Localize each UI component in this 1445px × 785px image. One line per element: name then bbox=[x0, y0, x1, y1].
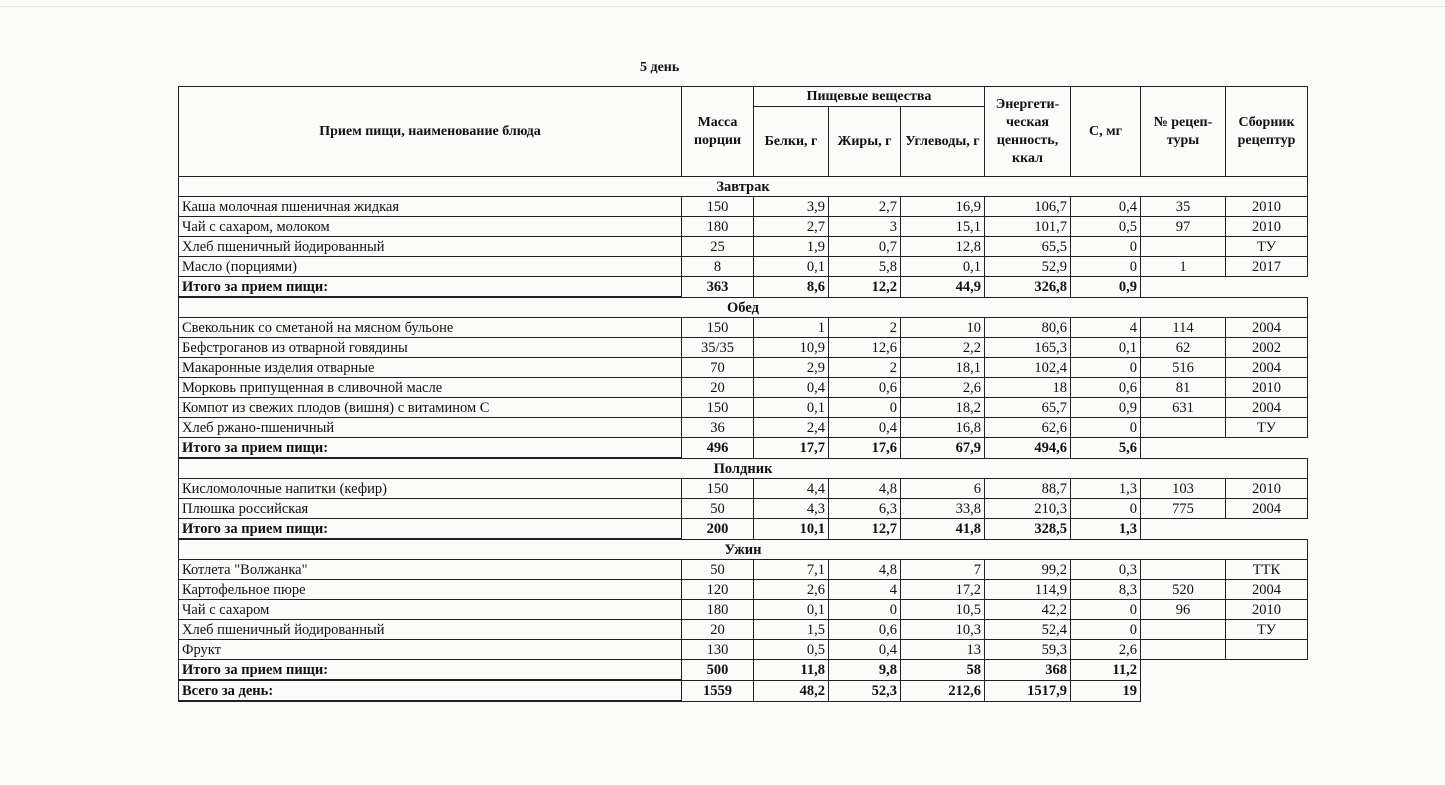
cell-carbs: 10,3 bbox=[901, 620, 985, 640]
cell-dish-name: Плюшка российская bbox=[179, 499, 682, 519]
cell-recipe-no bbox=[1141, 560, 1226, 580]
cell-protein: 1,9 bbox=[754, 237, 829, 257]
cell-mass: 120 bbox=[682, 580, 754, 600]
cell-protein: 0,1 bbox=[754, 398, 829, 418]
total-vitamin-c: 5,6 bbox=[1071, 438, 1141, 459]
cell-vitamin-c: 4 bbox=[1071, 318, 1141, 338]
cell-vitamin-c: 2,6 bbox=[1071, 640, 1141, 660]
table-row bbox=[179, 358, 1308, 378]
section-title: Обед bbox=[179, 297, 1308, 318]
cell-carbs: 18,2 bbox=[901, 398, 985, 418]
header-carbs: Углеводы, г bbox=[901, 107, 985, 177]
total-energy: 368 bbox=[985, 660, 1071, 681]
cell-energy: 101,7 bbox=[985, 217, 1071, 237]
day-total-row bbox=[179, 680, 1308, 701]
section-title: Ужин bbox=[179, 539, 1308, 560]
total-dish-name: Итого за прием пищи: bbox=[179, 519, 682, 540]
cell-fat: 0,7 bbox=[829, 237, 901, 257]
cell-energy: 18 bbox=[985, 378, 1071, 398]
cell-energy: 88,7 bbox=[985, 479, 1071, 499]
day-total-dish-name: Всего за день: bbox=[179, 680, 682, 701]
cell-recipe-no: 62 bbox=[1141, 338, 1226, 358]
cell-mass: 150 bbox=[682, 479, 754, 499]
cell-protein: 0,4 bbox=[754, 378, 829, 398]
total-fat: 17,6 bbox=[829, 438, 901, 459]
cell-vitamin-c: 0 bbox=[1071, 499, 1141, 519]
cell-collection: 2004 bbox=[1226, 358, 1308, 378]
day-total-protein: 48,2 bbox=[754, 680, 829, 701]
cell-energy: 210,3 bbox=[985, 499, 1071, 519]
menu-table bbox=[178, 86, 1308, 702]
cell-fat: 0,4 bbox=[829, 640, 901, 660]
cell-energy: 106,7 bbox=[985, 197, 1071, 217]
cell-vitamin-c: 0 bbox=[1071, 600, 1141, 620]
cell-energy: 99,2 bbox=[985, 560, 1071, 580]
cell-carbs: 18,1 bbox=[901, 358, 985, 378]
total-row bbox=[179, 277, 1308, 298]
cell-carbs: 13 bbox=[901, 640, 985, 660]
cell-fat: 3 bbox=[829, 217, 901, 237]
cell-fat: 2 bbox=[829, 358, 901, 378]
cell-energy: 165,3 bbox=[985, 338, 1071, 358]
cell-protein: 1,5 bbox=[754, 620, 829, 640]
table-row bbox=[179, 197, 1308, 217]
total-energy: 328,5 bbox=[985, 519, 1071, 540]
section-row bbox=[179, 297, 1308, 318]
cell-protein: 0,5 bbox=[754, 640, 829, 660]
cell-dish-name: Хлеб ржано-пшеничный bbox=[179, 418, 682, 438]
total-carbs: 58 bbox=[901, 660, 985, 681]
menu-body bbox=[179, 177, 1308, 702]
cell-vitamin-c: 0,3 bbox=[1071, 560, 1141, 580]
table-row bbox=[179, 560, 1308, 580]
cell-collection: 2017 bbox=[1226, 257, 1308, 277]
section-row bbox=[179, 458, 1308, 479]
cell-protein: 2,7 bbox=[754, 217, 829, 237]
total-vitamin-c: 1,3 bbox=[1071, 519, 1141, 540]
cell-carbs: 33,8 bbox=[901, 499, 985, 519]
cell-recipe-no: 96 bbox=[1141, 600, 1226, 620]
cell-recipe-no: 81 bbox=[1141, 378, 1226, 398]
total-mass: 200 bbox=[682, 519, 754, 540]
table-row bbox=[179, 398, 1308, 418]
cell-recipe-no: 775 bbox=[1141, 499, 1226, 519]
total-carbs: 44,9 bbox=[901, 277, 985, 298]
cell-protein: 1 bbox=[754, 318, 829, 338]
cell-energy: 65,5 bbox=[985, 237, 1071, 257]
total-vitamin-c: 0,9 bbox=[1071, 277, 1141, 298]
header-vitc: С, мг bbox=[1071, 87, 1141, 177]
cell-dish-name: Свекольник со сметаной на мясном бульоне bbox=[179, 318, 682, 338]
cell-recipe-no: 631 bbox=[1141, 398, 1226, 418]
total-dish-name: Итого за прием пищи: bbox=[179, 660, 682, 681]
cell-fat: 0,4 bbox=[829, 418, 901, 438]
cell-fat: 12,6 bbox=[829, 338, 901, 358]
cell-mass: 36 bbox=[682, 418, 754, 438]
cell-protein: 0,1 bbox=[754, 600, 829, 620]
cell-mass: 70 bbox=[682, 358, 754, 378]
cell-collection: ТУ bbox=[1226, 620, 1308, 640]
cell-vitamin-c: 8,3 bbox=[1071, 580, 1141, 600]
header-nutrients: Пищевые вещества bbox=[754, 87, 985, 107]
cell-vitamin-c: 0,6 bbox=[1071, 378, 1141, 398]
cell-vitamin-c: 0,5 bbox=[1071, 217, 1141, 237]
cell-recipe-no: 35 bbox=[1141, 197, 1226, 217]
cell-recipe-no bbox=[1141, 640, 1226, 660]
cell-collection: ТУ bbox=[1226, 418, 1308, 438]
header-energy: Энергети-ческая ценность, ккал bbox=[985, 87, 1071, 177]
total-fat: 12,2 bbox=[829, 277, 901, 298]
cell-carbs: 2,2 bbox=[901, 338, 985, 358]
cell-carbs: 17,2 bbox=[901, 580, 985, 600]
cell-mass: 50 bbox=[682, 560, 754, 580]
cell-energy: 102,4 bbox=[985, 358, 1071, 378]
cell-protein: 2,9 bbox=[754, 358, 829, 378]
table-row bbox=[179, 620, 1308, 640]
header-protein: Белки, г bbox=[754, 107, 829, 177]
cell-fat: 4,8 bbox=[829, 479, 901, 499]
cell-carbs: 12,8 bbox=[901, 237, 985, 257]
cell-collection: 2010 bbox=[1226, 197, 1308, 217]
header-mass: Масса порции bbox=[682, 87, 754, 177]
total-row bbox=[179, 519, 1308, 540]
cell-mass: 20 bbox=[682, 620, 754, 640]
cell-fat: 2 bbox=[829, 318, 901, 338]
total-carbs: 41,8 bbox=[901, 519, 985, 540]
cell-fat: 0 bbox=[829, 398, 901, 418]
cell-mass: 50 bbox=[682, 499, 754, 519]
day-total-fat: 52,3 bbox=[829, 680, 901, 701]
total-protein: 17,7 bbox=[754, 438, 829, 459]
header-recipe-no: № рецеп-туры bbox=[1141, 87, 1226, 177]
cell-carbs: 0,1 bbox=[901, 257, 985, 277]
cell-vitamin-c: 0 bbox=[1071, 237, 1141, 257]
cell-recipe-no bbox=[1141, 620, 1226, 640]
cell-collection bbox=[1226, 640, 1308, 660]
total-protein: 10,1 bbox=[754, 519, 829, 540]
total-fat: 12,7 bbox=[829, 519, 901, 540]
cell-mass: 180 bbox=[682, 600, 754, 620]
cell-vitamin-c: 0 bbox=[1071, 358, 1141, 378]
cell-carbs: 7 bbox=[901, 560, 985, 580]
cell-protein: 4,3 bbox=[754, 499, 829, 519]
section-title: Полдник bbox=[179, 458, 1308, 479]
cell-mass: 35/35 bbox=[682, 338, 754, 358]
cell-fat: 4 bbox=[829, 580, 901, 600]
cell-collection: 2010 bbox=[1226, 217, 1308, 237]
cell-recipe-no: 103 bbox=[1141, 479, 1226, 499]
cell-protein: 7,1 bbox=[754, 560, 829, 580]
cell-fat: 0,6 bbox=[829, 378, 901, 398]
cell-protein: 2,4 bbox=[754, 418, 829, 438]
header-meal: Прием пищи, наименование блюда bbox=[179, 87, 682, 177]
day-total-vitamin-c: 19 bbox=[1071, 680, 1141, 701]
table-row bbox=[179, 600, 1308, 620]
cell-dish-name: Каша молочная пшеничная жидкая bbox=[179, 197, 682, 217]
cell-dish-name: Картофельное пюре bbox=[179, 580, 682, 600]
cell-energy: 62,6 bbox=[985, 418, 1071, 438]
cell-carbs: 6 bbox=[901, 479, 985, 499]
total-mass: 500 bbox=[682, 660, 754, 681]
cell-fat: 5,8 bbox=[829, 257, 901, 277]
cell-energy: 65,7 bbox=[985, 398, 1071, 418]
cell-energy: 52,4 bbox=[985, 620, 1071, 640]
section-row bbox=[179, 539, 1308, 560]
table-row bbox=[179, 418, 1308, 438]
cell-fat: 0,6 bbox=[829, 620, 901, 640]
header-collection: Сборник рецептур bbox=[1226, 87, 1308, 177]
cell-dish-name: Бефстроганов из отварной говядины bbox=[179, 338, 682, 358]
table-row bbox=[179, 580, 1308, 600]
total-energy: 326,8 bbox=[985, 277, 1071, 298]
cell-mass: 150 bbox=[682, 398, 754, 418]
cell-recipe-no bbox=[1141, 418, 1226, 438]
section-title: Завтрак bbox=[179, 177, 1308, 197]
cell-dish-name: Макаронные изделия отварные bbox=[179, 358, 682, 378]
cell-protein: 10,9 bbox=[754, 338, 829, 358]
cell-dish-name: Хлеб пшеничный йодированный bbox=[179, 620, 682, 640]
total-empty-cell bbox=[1141, 519, 1308, 540]
cell-collection: 2004 bbox=[1226, 398, 1308, 418]
total-empty-cell bbox=[1141, 277, 1308, 298]
table-row bbox=[179, 318, 1308, 338]
cell-energy: 59,3 bbox=[985, 640, 1071, 660]
total-row bbox=[179, 438, 1308, 459]
cell-dish-name: Морковь припущенная в сливочной масле bbox=[179, 378, 682, 398]
cell-collection: ТТК bbox=[1226, 560, 1308, 580]
cell-collection: 2004 bbox=[1226, 499, 1308, 519]
cell-protein: 3,9 bbox=[754, 197, 829, 217]
total-dish-name: Итого за прием пищи: bbox=[179, 438, 682, 459]
cell-carbs: 10,5 bbox=[901, 600, 985, 620]
cell-vitamin-c: 0,1 bbox=[1071, 338, 1141, 358]
table-row bbox=[179, 237, 1308, 257]
total-energy: 494,6 bbox=[985, 438, 1071, 459]
cell-recipe-no bbox=[1141, 237, 1226, 257]
cell-carbs: 16,8 bbox=[901, 418, 985, 438]
cell-vitamin-c: 0 bbox=[1071, 620, 1141, 640]
cell-collection: 2010 bbox=[1226, 600, 1308, 620]
cell-mass: 150 bbox=[682, 318, 754, 338]
scan-edge-line bbox=[0, 6, 1445, 7]
cell-mass: 8 bbox=[682, 257, 754, 277]
cell-fat: 4,8 bbox=[829, 560, 901, 580]
cell-energy: 52,9 bbox=[985, 257, 1071, 277]
section-row bbox=[179, 177, 1308, 197]
cell-mass: 180 bbox=[682, 217, 754, 237]
table-row bbox=[179, 217, 1308, 237]
cell-dish-name: Кисломолочные напитки (кефир) bbox=[179, 479, 682, 499]
cell-recipe-no: 516 bbox=[1141, 358, 1226, 378]
total-row bbox=[179, 660, 1308, 681]
total-carbs: 67,9 bbox=[901, 438, 985, 459]
cell-carbs: 16,9 bbox=[901, 197, 985, 217]
cell-dish-name: Хлеб пшеничный йодированный bbox=[179, 237, 682, 257]
cell-dish-name: Компот из свежих плодов (вишня) с витамином С bbox=[179, 398, 682, 418]
cell-mass: 130 bbox=[682, 640, 754, 660]
total-dish-name: Итого за прием пищи: bbox=[179, 277, 682, 298]
cell-dish-name: Чай с сахаром bbox=[179, 600, 682, 620]
cell-vitamin-c: 0 bbox=[1071, 418, 1141, 438]
cell-collection: 2004 bbox=[1226, 580, 1308, 600]
cell-mass: 150 bbox=[682, 197, 754, 217]
total-empty-cell bbox=[1141, 438, 1308, 459]
day-total-carbs: 212,6 bbox=[901, 680, 985, 701]
cell-energy: 80,6 bbox=[985, 318, 1071, 338]
day-title: 5 день bbox=[640, 60, 680, 75]
day-total-empty-cell bbox=[1141, 680, 1308, 701]
header-fat: Жиры, г bbox=[829, 107, 901, 177]
cell-protein: 4,4 bbox=[754, 479, 829, 499]
cell-mass: 25 bbox=[682, 237, 754, 257]
cell-collection: ТУ bbox=[1226, 237, 1308, 257]
cell-energy: 42,2 bbox=[985, 600, 1071, 620]
total-mass: 363 bbox=[682, 277, 754, 298]
cell-collection: 2010 bbox=[1226, 378, 1308, 398]
table-row bbox=[179, 640, 1308, 660]
day-total-mass: 1559 bbox=[682, 680, 754, 701]
cell-protein: 0,1 bbox=[754, 257, 829, 277]
table-row bbox=[179, 499, 1308, 519]
cell-vitamin-c: 0,4 bbox=[1071, 197, 1141, 217]
total-protein: 8,6 bbox=[754, 277, 829, 298]
cell-dish-name: Котлета "Волжанка" bbox=[179, 560, 682, 580]
cell-energy: 114,9 bbox=[985, 580, 1071, 600]
total-mass: 496 bbox=[682, 438, 754, 459]
cell-collection: 2010 bbox=[1226, 479, 1308, 499]
cell-dish-name: Фрукт bbox=[179, 640, 682, 660]
cell-protein: 2,6 bbox=[754, 580, 829, 600]
table-row bbox=[179, 479, 1308, 499]
cell-dish-name: Чай с сахаром, молоком bbox=[179, 217, 682, 237]
cell-vitamin-c: 0 bbox=[1071, 257, 1141, 277]
cell-carbs: 2,6 bbox=[901, 378, 985, 398]
cell-fat: 2,7 bbox=[829, 197, 901, 217]
cell-recipe-no: 520 bbox=[1141, 580, 1226, 600]
cell-mass: 20 bbox=[682, 378, 754, 398]
cell-carbs: 10 bbox=[901, 318, 985, 338]
cell-recipe-no: 1 bbox=[1141, 257, 1226, 277]
total-vitamin-c: 11,2 bbox=[1071, 660, 1141, 681]
table-row bbox=[179, 378, 1308, 398]
total-fat: 9,8 bbox=[829, 660, 901, 681]
cell-dish-name: Масло (порциями) bbox=[179, 257, 682, 277]
table-row bbox=[179, 338, 1308, 358]
cell-fat: 6,3 bbox=[829, 499, 901, 519]
cell-collection: 2004 bbox=[1226, 318, 1308, 338]
cell-vitamin-c: 0,9 bbox=[1071, 398, 1141, 418]
cell-fat: 0 bbox=[829, 600, 901, 620]
cell-recipe-no: 97 bbox=[1141, 217, 1226, 237]
cell-vitamin-c: 1,3 bbox=[1071, 479, 1141, 499]
cell-recipe-no: 114 bbox=[1141, 318, 1226, 338]
total-protein: 11,8 bbox=[754, 660, 829, 681]
total-empty-cell bbox=[1141, 660, 1308, 681]
cell-collection: 2002 bbox=[1226, 338, 1308, 358]
table-row bbox=[179, 257, 1308, 277]
day-total-energy: 1517,9 bbox=[985, 680, 1071, 701]
cell-carbs: 15,1 bbox=[901, 217, 985, 237]
